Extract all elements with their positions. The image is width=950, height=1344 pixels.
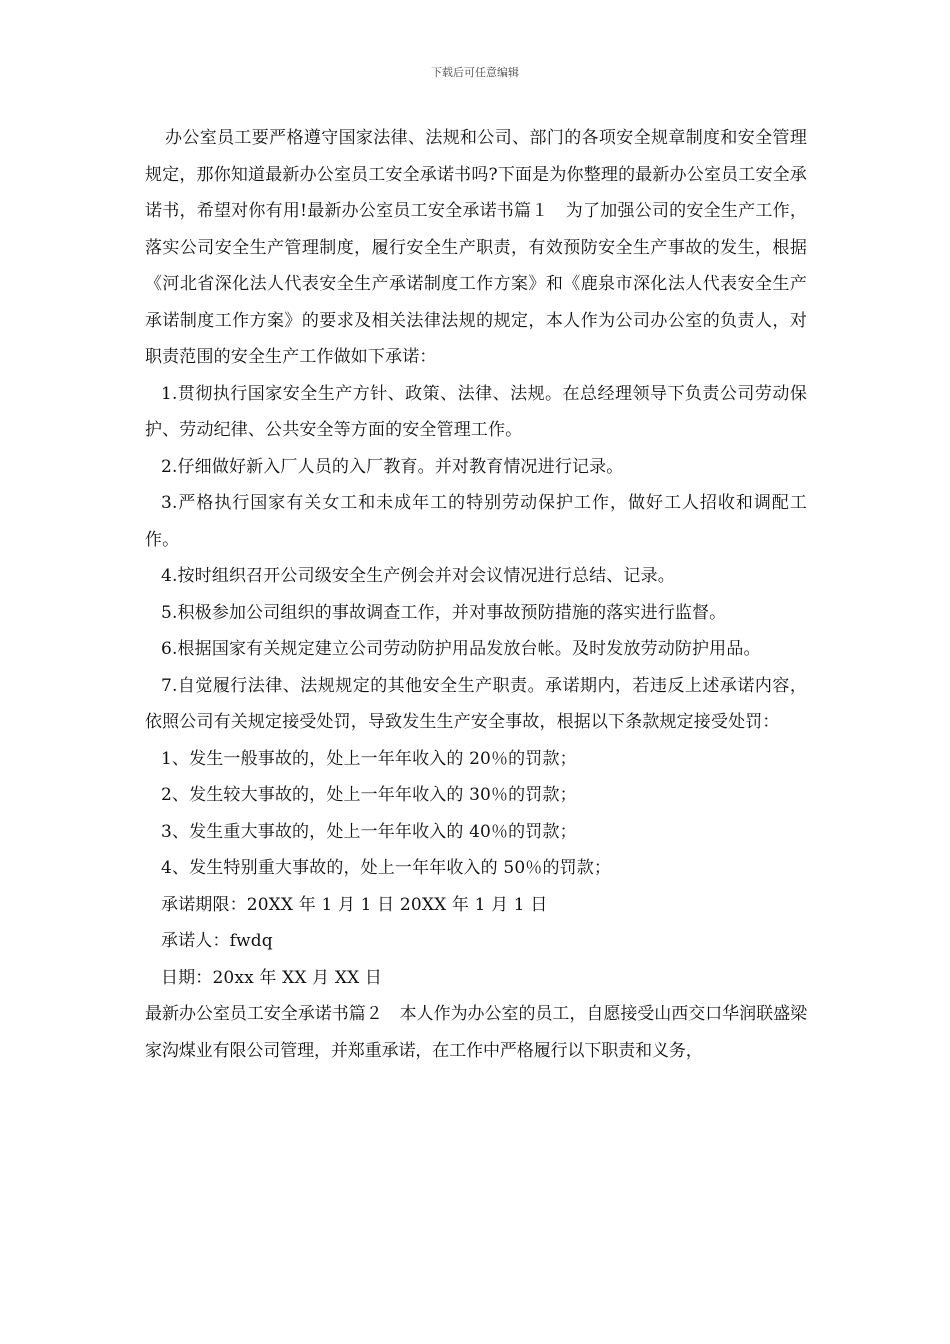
commitment-period: 承诺期限：20XX 年 1 月 1 日 20XX 年 1 月 1 日 <box>161 894 548 915</box>
commitment-date: 日期：20xx 年 XX 月 XX 日 <box>161 967 383 988</box>
penalty-item-1: 1、发生一般事故的，处上一年年收入的 20％的罚款； <box>161 748 577 769</box>
penalty-item-3: 3、发生重大事故的，处上一年年收入的 40％的罚款； <box>161 821 577 842</box>
duty-item-7: 7.自觉履行法律、法规规定的其他安全生产职责。承诺期内，若违反上述承诺内容，依照公司有关规定接受处罚，导致发生生产安全事故，根据以下条款规定接受处罚： <box>145 675 807 732</box>
intro-paragraph: 办公室员工要严格遵守国家法律、法规和公司、部门的各项安全规章制度和安全管理规定，那你知道最新办公室员工安全承诺书吗?下面是为你整理的最新办公室员工安全承诺书，希望对你有用!最新办公室员工安全承诺书篇１ 为了加强公司的安全生产工作，落实公司安全生产管理制度，履行安全生产职责，有效预防安全生产事故的发生，根据《河北省深化法人代表安全生产承诺制度工作方案》和《鹿泉市深化法人代表安全生产承诺制度工作方案》的要求及相关法律法规的规定，本人作为公司办公室的负责人，对职责范围的安全生产工作做如下承诺： <box>145 128 807 367</box>
penalty-item-2: 2、发生较大事故的，处上一年年收入的 30％的罚款； <box>161 785 577 805</box>
document-body <box>145 120 807 1069</box>
duty-item-1: 1.贯彻执行国家安全生产方针、政策、法律、法规。在总经理领导下负责公司劳动保护、劳动纪律、公共安全等方面的安全管理工作。 <box>145 383 807 440</box>
duty-item-2: 2.仔细做好新入厂人员的入厂教育。并对教育情况进行记录。 <box>161 456 624 477</box>
commitment-signer: 承诺人：fwdq <box>161 931 273 951</box>
duty-item-4: 4.按时组织召开公司级安全生产例会并对会议情况进行总结、记录。 <box>161 566 675 586</box>
second-letter-intro: 最新办公室员工安全承诺书篇２ 本人作为办公室的员工，自愿接受山西交口华润联盛梁家沟煤业有限公司管理，并郑重承诺，在工作中严格履行以下职责和义务， <box>145 1004 807 1061</box>
duty-item-3: 3.严格执行国家有关女工和未成年工的特别劳动保护工作，做好工人招收和调配工作。 <box>145 493 807 550</box>
duty-item-5: 5.积极参加公司组织的事故调查工作，并对事故预防措施的落实进行监督。 <box>161 602 727 623</box>
page-header-note: 下载后可任意编辑 <box>431 66 519 79</box>
duty-item-6: 6.根据国家有关规定建立公司劳动防护用品发放台帐。及时发放劳动防护用品。 <box>161 639 761 659</box>
penalty-item-4: 4、发生特别重大事故的，处上一年年收入的 50％的罚款； <box>161 858 612 878</box>
